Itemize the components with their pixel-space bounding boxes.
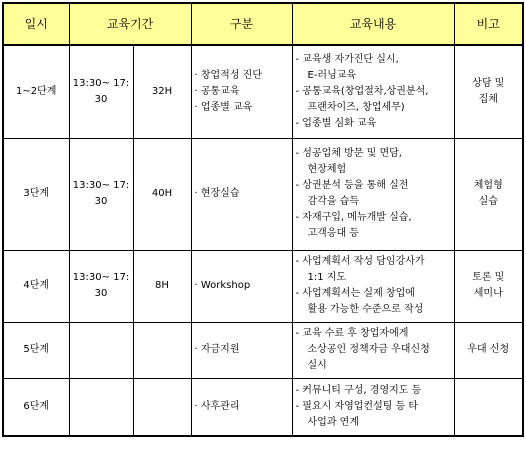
category-cell: [191, 378, 292, 436]
note-line: 상담 및: [472, 77, 505, 89]
content-line: - 커뮤니티 구성, 경영지도 등: [295, 384, 422, 396]
note-cell: [454, 138, 523, 250]
note-line: 체험형: [473, 180, 503, 191]
content-line: - 교육생 자가진단 실시,: [295, 53, 399, 65]
category-item: · Workshop: [194, 280, 251, 291]
table-row: [3, 250, 523, 322]
content-line: - 성공업체 방문 및 면담,: [295, 148, 402, 159]
header-row: [3, 3, 523, 45]
header-period: 교육기간: [69, 3, 191, 45]
note-line: 우대 신청: [467, 344, 510, 355]
time-cell: [69, 45, 133, 138]
note-line: 토론 및: [472, 272, 505, 283]
content-line: - 사업계획서 작성 담임강사가: [295, 256, 425, 267]
note-cell: [454, 378, 523, 436]
category-cell: [191, 45, 292, 138]
category-cell: [191, 322, 292, 378]
time-line: 30: [94, 196, 108, 207]
category-cell: [191, 138, 292, 250]
content-cell: [292, 322, 454, 378]
content-line: 실시: [307, 360, 327, 371]
stage-cell: 6단계: [3, 378, 69, 436]
header-note: 비고: [454, 3, 523, 45]
category-item: · 현장실습: [194, 188, 240, 199]
time-line: 13:30~ 17:: [72, 180, 130, 191]
category-item: · 창업적성 진단: [194, 69, 262, 81]
header-content: 교육내용: [292, 3, 454, 45]
header-category: 구분: [191, 3, 292, 45]
schedule-table-wrapper: [2, 2, 524, 437]
content-line: - 상권분석 등을 통해 실전: [295, 180, 409, 191]
time-line: 13:30~ 17:: [72, 272, 130, 283]
category-item: · 업종별 교육: [194, 101, 253, 113]
note-line: 세미나: [473, 288, 503, 299]
note-line: 실습: [478, 196, 498, 207]
content-line: 소상공인 정책자금 우대신청: [307, 344, 430, 355]
content-line: - 업종별 심화 교육: [295, 117, 377, 129]
stage-cell: 5단계: [3, 322, 69, 378]
note-cell: [454, 322, 523, 378]
stage-cell: 1~2단계: [3, 45, 69, 138]
time-line: 13:30~ 17:: [72, 77, 130, 89]
category-item: · 자금지원: [194, 344, 240, 355]
table-body: [3, 45, 523, 436]
content-cell: [292, 250, 454, 322]
content-line: 1:1 지도: [307, 272, 347, 283]
content-line: 활용 가능한 수준으로 작성: [307, 304, 424, 315]
table-row: [3, 378, 523, 436]
content-line: 사업과 연계: [307, 416, 359, 428]
hours-cell: 32H: [133, 45, 191, 138]
category-cell: [191, 250, 292, 322]
table-row: [3, 45, 523, 138]
hours-cell: 40H: [133, 138, 191, 250]
content-line: - 자재구입, 메뉴개발 실습,: [295, 212, 412, 223]
content-line: - 공통교육(창업절차,상권분석,: [295, 85, 429, 97]
category-item: · 사후관리: [194, 400, 240, 412]
content-cell: [292, 138, 454, 250]
stage-cell: 3단계: [3, 138, 69, 250]
content-line: - 사업계획서는 실제 창업에: [295, 288, 415, 299]
time-cell: [69, 138, 133, 250]
note-cell: [454, 250, 523, 322]
header-date: 일시: [3, 3, 69, 45]
category-item: · 공통교육: [194, 85, 240, 97]
time-cell: [69, 250, 133, 322]
content-line: 고객응대 등: [307, 228, 359, 239]
hours-cell: [133, 322, 191, 378]
hours-cell: [133, 378, 191, 436]
content-line: E-러닝교육: [307, 69, 357, 81]
time-cell: [69, 378, 133, 436]
note-line: 집체: [478, 93, 498, 105]
content-line: 현장체험: [307, 164, 347, 175]
content-line: 감각을 습득: [307, 196, 359, 207]
table-row: [3, 138, 523, 250]
time-line: 30: [94, 93, 108, 105]
note-cell: [454, 45, 523, 138]
content-cell: [292, 45, 454, 138]
hours-cell: 8H: [133, 250, 191, 322]
table-row: [3, 322, 523, 378]
time-line: 30: [94, 288, 108, 299]
education-schedule-table: [2, 2, 524, 437]
content-line: - 필요시 자영업컨설팅 등 타: [295, 400, 419, 412]
stage-cell: 4단계: [3, 250, 69, 322]
time-cell: [69, 322, 133, 378]
content-line: 프랜차이즈, 창업세무): [307, 101, 405, 113]
content-line: - 교육 수료 후 창업자에게: [295, 328, 409, 339]
content-cell: [292, 378, 454, 436]
